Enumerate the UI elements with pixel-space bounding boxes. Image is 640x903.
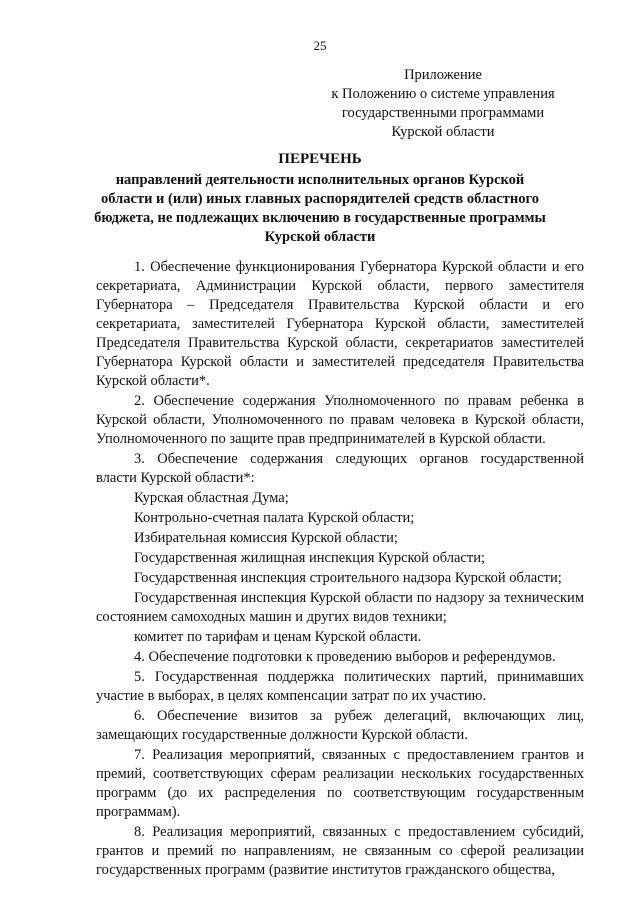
organ-list-item: комитет по тарифам и ценам Курской области. [134, 629, 422, 645]
item-paragraph: 4. Обеспечение подготовки к проведению выборов и референдумов. [134, 649, 556, 665]
subtitle-line: направлений деятельности исполнительных органов Курской [115, 172, 525, 188]
organ-list-item: Государственная инспекция Курской области по надзору за техническим состоянием самоходных машин и других видов техники; [96, 590, 584, 625]
item-paragraph: 8. Реализация мероприятий, связанных с предоставлением субсидий, грантов и премий по направлениям, не связанным со сферой реализации государственных программ (развитие институтов гражданского общества, [96, 824, 584, 878]
subtitle-line: бюджета, не подлежащих включению в государственные программы [94, 210, 546, 226]
appendix-header [318, 66, 568, 142]
document-title: ПЕРЕЧЕНЬ [278, 151, 362, 167]
organ-list-item: Государственная инспекция строительного надзора Курской области; [134, 570, 562, 586]
appendix-line: государственными программами [341, 105, 545, 121]
appendix-line: к Положению о системе управления [331, 86, 555, 102]
item-paragraph: 2. Обеспечение содержания Уполномоченного по правам ребенка в Курской области, Уполномоченного по правам человека в Курской области, Уполномоченного по защите прав предпринимателей в Курской области. [96, 393, 584, 447]
item-paragraph: 1. Обеспечение функционирования Губернатора Курской области и его секретариата, Администрации Курской области, первого заместителя Губернатора – Председателя Правительства Курской области и его секретариата, заместителей Губернатора Курской области, заместителей Председателя Правительства Курской области, секретариатов заместителей Губернатора Курской области и заместителей председателя Правительства Курской области*. [96, 259, 584, 389]
organ-list-item: Курская областная Дума; [134, 490, 289, 506]
item-paragraph: 7. Реализация мероприятий, связанных с предоставлением грантов и премий, соответствующих сферам реализации нескольких государственных программ (до их распределения по соответствующим государственным программам). [96, 747, 584, 820]
subtitle-line: области и (или) иных главных распорядителей средств областного [100, 191, 539, 207]
item-paragraph: 6. Обеспечение визитов за рубеж делегаций, включающих лиц, замещающих государственные должности Курской области. [96, 708, 584, 743]
organ-list-item: Избирательная комиссия Курской области; [134, 530, 398, 546]
document-subtitle [90, 171, 550, 247]
subtitle-line: Курской области [264, 229, 376, 245]
organ-list-item: Государственная жилищная инспекция Курской области; [134, 550, 485, 566]
item-paragraph: 3. Обеспечение содержания следующих органов государственной власти Курской области*: [96, 451, 584, 486]
document-body [96, 258, 584, 881]
appendix-line: Курской области [391, 124, 495, 140]
organ-list-item: Контрольно-счетная палата Курской области; [134, 510, 415, 526]
appendix-line: Приложение [404, 67, 482, 83]
page-number: 25 [313, 38, 327, 53]
item-paragraph: 5. Государственная поддержка политических партий, принимавших участие в выборах, в целях компенсации затрат по их участию. [96, 669, 584, 704]
